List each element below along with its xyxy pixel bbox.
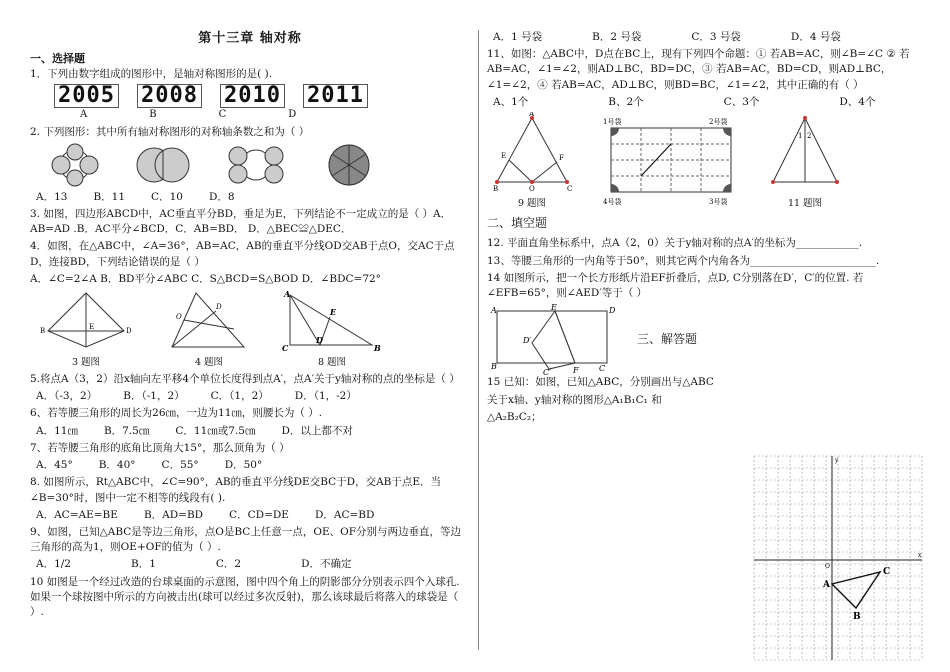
pocket-3-label: 3号袋: [709, 197, 728, 206]
option: A．11㎝: [36, 424, 78, 437]
option: C．2: [215, 558, 242, 571]
option: A．45°: [36, 459, 73, 472]
option: A．（-3，2）: [36, 390, 98, 403]
question-8: 8. 如图所示，Rt△ABC中，∠C=90°，AB的垂直平分线DE交BC于D，交AB于点E．当∠B=30°时，图中一定不相等的线段有( ).: [30, 476, 442, 504]
figure-11: [765, 112, 845, 211]
option: A．13: [36, 190, 68, 203]
svg-text:E: E: [89, 323, 95, 332]
figure-4: [164, 289, 254, 370]
option-letter: B: [149, 109, 157, 120]
svg-text:D: D: [126, 327, 132, 336]
option: C．CD=DE: [229, 508, 289, 521]
option: A．1 号袋: [493, 31, 543, 43]
svg-text:D: D: [609, 306, 616, 316]
option: C．3 号袋: [691, 31, 741, 43]
option: B、2个: [608, 95, 644, 108]
grid-label: O: [825, 563, 830, 570]
option-letter: A: [80, 109, 88, 120]
option: D．50°: [224, 459, 263, 472]
grid-label: B: [853, 612, 861, 622]
svg-text:C: C: [599, 364, 606, 374]
option: C．（1，2）: [210, 390, 269, 403]
q10-options: [487, 30, 927, 45]
section-solve: 三、解答题: [637, 331, 698, 346]
option: A、1个: [493, 95, 529, 108]
option: B．11: [93, 190, 126, 203]
question-3: 3. 如图，四边形ABCD中，AC垂直平分BD，垂足为E，下列结论不一定成立的是（ ）A．AB=AD .B．AC平分∠BCD．C．AB=BD． D．△BEC≌△DEC．: [30, 207, 452, 236]
figure-caption: 9 题图: [517, 198, 547, 210]
svg-text:2: 2: [807, 132, 812, 141]
svg-text:D′: D′: [523, 336, 532, 346]
svg-text:B: B: [493, 185, 499, 193]
option-letter: C: [218, 109, 227, 120]
figures-9-10-11: [487, 112, 927, 211]
figure-caption: 8 题图: [317, 357, 347, 369]
question-13: 13、等腰三角形的一内角等于50°，则其它两个内角各为________________________.: [487, 254, 880, 267]
year-option: 2011: [303, 84, 368, 108]
svg-text:A: A: [529, 112, 535, 119]
svg-text:O: O: [529, 185, 535, 193]
figure-9: [487, 112, 577, 211]
option: B．7.5㎝: [103, 424, 150, 437]
q5-options: [30, 389, 470, 404]
svg-text:B: B: [491, 362, 497, 372]
option: B．2 号袋: [592, 31, 642, 43]
q4-options: A．∠C=2∠A B．BD平分∠ABC C．S△BCD=S△BOD D．∠BDC=72°: [30, 272, 381, 285]
svg-text:E: E: [330, 307, 337, 318]
svg-text:F: F: [559, 154, 564, 163]
option: B．40°: [98, 459, 136, 472]
question-12: 12. 平面直角坐标系中，点A（2，0）关于y轴对称的点A′的坐标为____________.: [487, 237, 863, 250]
q7-options: [30, 458, 470, 473]
section-fill: 二、填空题: [487, 216, 548, 231]
column-divider: [478, 30, 479, 650]
grid-label: A: [823, 580, 830, 590]
q2-options: [30, 190, 470, 205]
question-4: 4．如图，在△ABC中，∠A=36°，AB=AC，AB的垂直平分线OD交AB于点O，交AC于点D，连接BD，下列结论错误的是（ ）: [30, 240, 455, 268]
pocket-1-label: 1号袋: [603, 117, 622, 126]
option: C．10: [151, 190, 183, 203]
option: D、4个: [839, 95, 876, 108]
question-15-line1: 15 已知：如图，已知△ABC，分别画出与△ABC: [487, 376, 714, 389]
option: D．以上都不对: [281, 424, 353, 437]
section-choice: 一、选择题: [30, 51, 85, 65]
q2-figures: [30, 142, 470, 188]
figure-8: [282, 289, 382, 370]
svg-text:C′: C′: [543, 368, 551, 376]
svg-text:D: D: [216, 303, 222, 312]
figure-10-table: [601, 116, 741, 211]
year-option: 2005: [54, 84, 119, 108]
pocket-4-label: 4号袋: [603, 197, 622, 206]
svg-text:1: 1: [798, 132, 803, 141]
grid-label: x: [918, 552, 922, 559]
svg-text:C: C: [567, 185, 573, 193]
svg-text:D: D: [316, 335, 323, 346]
option: C．11㎝或7.5㎝: [175, 424, 256, 437]
figure-14-fold: [487, 303, 617, 375]
option: B．（-1，2）: [123, 390, 185, 403]
option: D．4 号袋: [790, 31, 841, 43]
coordinate-grid: [748, 450, 928, 662]
svg-text:E: E: [501, 152, 507, 161]
option: D．（1，-2）: [294, 390, 357, 403]
option: A．AC=AE=BE: [36, 508, 118, 521]
year-option: 2008: [137, 84, 202, 108]
grid-label: y: [835, 457, 839, 464]
option: C．55°: [161, 459, 199, 472]
question-5: 5.将点A（3，2）沿x轴向左平移4个单位长度得到点A′，点A′关于y轴对称的点的坐标是（ ）: [30, 373, 460, 386]
figures-3-4-8: [30, 289, 470, 370]
circle-figure-3: [216, 142, 296, 188]
svg-text:E: E: [551, 303, 557, 313]
circle-figure-2: [128, 142, 198, 188]
question-15-line3: △A₂B₂C₂；: [487, 410, 542, 423]
year-option: 2010: [220, 84, 285, 108]
option: D．8: [208, 190, 235, 203]
question-10: 10 如图是一个经过改造的台球桌面的示意图，图中四个角上的阴影部分分别表示四个入球孔. 如果一个球按图中所示的方向被击出(球可以经过多次反射)，那么该球最后将落入的球袋是（ ）.: [30, 575, 460, 619]
svg-text:A: A: [284, 289, 291, 300]
page-title: 第十三章 轴对称: [198, 31, 302, 46]
triangle-abc: [832, 572, 880, 608]
option-letter: D: [288, 109, 297, 120]
svg-text:B: B: [374, 343, 381, 352]
option: A．1/2: [36, 558, 71, 571]
q14-figure-row: [487, 303, 927, 375]
option: B．AD=BD: [143, 508, 204, 521]
q6-options: [30, 424, 470, 439]
svg-text:F: F: [573, 366, 579, 376]
circle-figure-1: [40, 142, 110, 188]
left-column: [30, 30, 470, 670]
question-2: 2. 下列图形：其中所有轴对称图形的对称轴条数之和为（ ）: [30, 125, 310, 138]
q8-options: [30, 508, 470, 523]
question-14: 14 如图所示，把一个长方形纸片沿EF折叠后，点D, C分别落在D′，C′的位置. 若∠EFB=65°，则∠AED′等于（ ）: [487, 271, 864, 300]
option: D．不确定: [301, 558, 352, 571]
q9-options: [30, 557, 470, 572]
option: D．AC=BD: [314, 508, 375, 521]
figure-caption: 3 题图: [71, 357, 101, 369]
grid-label: C: [883, 567, 891, 577]
figure-caption: 11 题图: [787, 198, 823, 210]
svg-text:O: O: [176, 313, 182, 322]
question-7: 7、若等腰三角形的底角比顶角大15°，那么顶角为（ ）: [30, 441, 290, 454]
q1-letters: [30, 108, 470, 123]
svg-text:A: A: [491, 306, 497, 316]
q1-years: [30, 84, 470, 108]
option: B．1: [130, 558, 156, 571]
question-11: 11、如图：△ABC中，D点在BC上，现有下列四个命题：① 若AB=AC，则∠B=∠C ② 若AB=AC，∠1=∠2，则AD⊥BC，BD=DC，③ 若AB=AC，BD=CD，则AD⊥BC，∠1=∠2，④ 若AB=AC，AD⊥BC，则BD=BC，∠1=∠2，其中正确的有（ ）: [487, 48, 910, 91]
svg-text:C: C: [282, 343, 289, 352]
option: C、3个: [723, 95, 760, 108]
question-15-line2: 关于x轴、y轴对称的图形△A₁B₁C₁ 和: [487, 393, 662, 406]
figure-caption: 4 题图: [194, 357, 224, 369]
question-6: 6、若等腰三角形的周长为26㎝，一边为11㎝，则腰长为（ ）.: [30, 407, 323, 420]
pocket-2-label: 2号袋: [709, 117, 728, 126]
question-1: 1．下列由数字组成的图形中，是轴对称图形的是( ).: [30, 67, 273, 80]
q11-options: [487, 95, 927, 110]
circle-figure-4: [314, 142, 384, 188]
svg-text:B: B: [40, 327, 46, 336]
figure-3: [36, 289, 136, 370]
question-9: 9、如图，已知△ABC是等边三角形，点O是BC上任意一点，OE、OF分别与两边垂直，等边三角形的高为1，则OE+OF的值为（ ）.: [30, 525, 462, 554]
